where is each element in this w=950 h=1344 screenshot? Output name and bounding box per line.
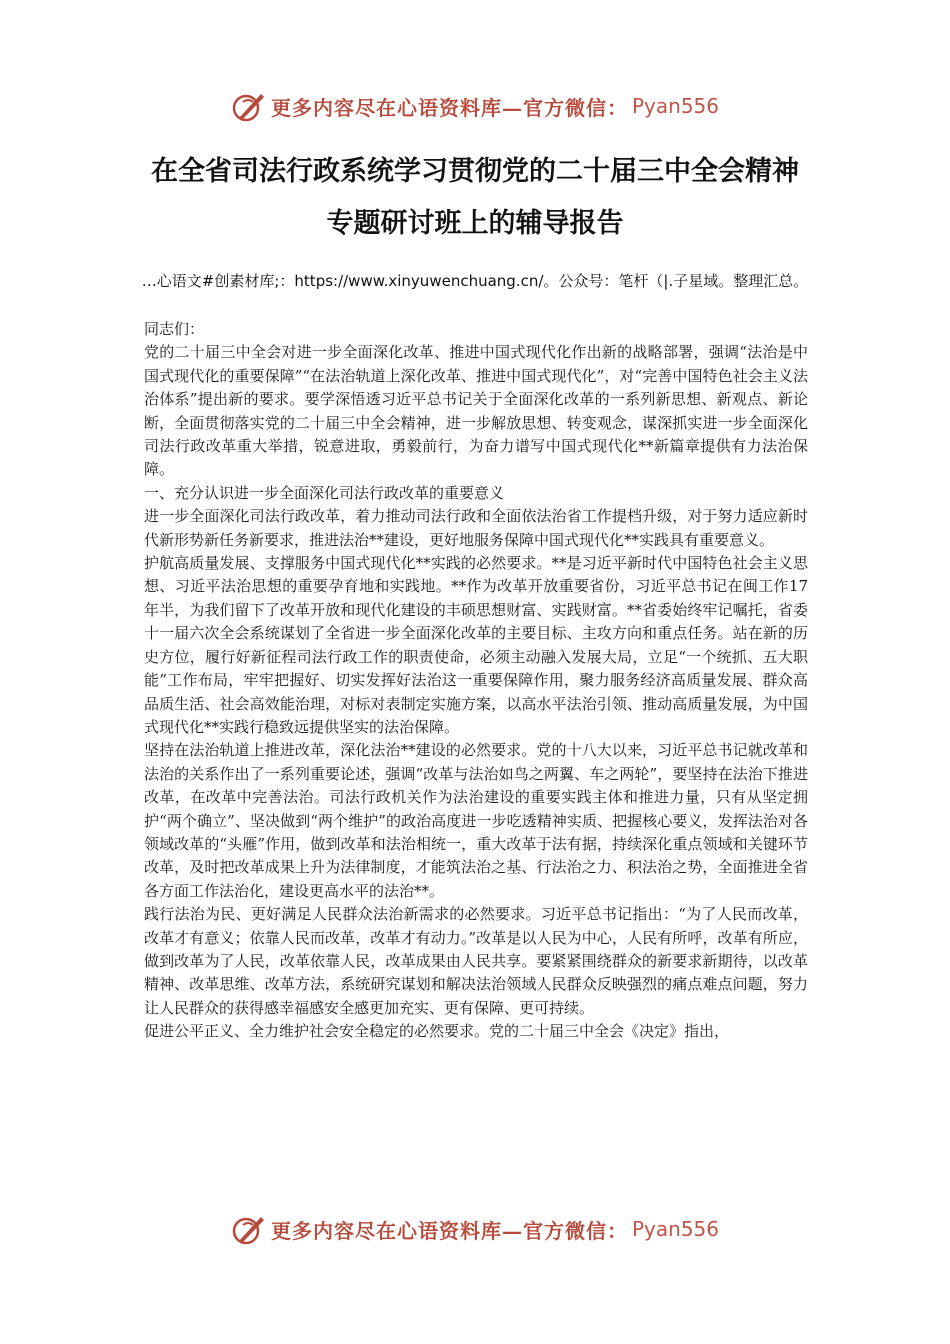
paragraph: 践行法治为民、更好满足人民群众法治新需求的必然要求。习近平总书记指出：“为了人民而改革，改革才有意义；依靠人民而改革，改革才有动力。”改革是以人民为中心，人民有所呼，改革有所应，做到改革为了人民，改革依靠人民，改革成果由人民共享。要紧紧围绕群众的新要求新期待，以改革精神、改革思维、改革方法，系统研究谋划和解决法治领域人民群众反映强烈的痛点难点问题，努力让人民群众的获得感幸福感安全感更加充实、更有保障、更可持续。 [144, 905, 808, 1017]
banner-wechat-id: Pyan556 [631, 1217, 719, 1241]
paragraph: 促进公平正义、全力维护社会安全稳定的必然要求。党的二十届三中全会《决定》指出， [144, 1022, 730, 1041]
footer-banner [0, 1205, 950, 1253]
paragraph: 进一步全面深化司法行政改革，着力推动司法行政和全面依法治省工作提档升级，对于努力适应新时代新形势新任务新要求，推进法治**建设，更好地服务保障中国式现代化**实践具有重要意义。 [144, 507, 808, 549]
paragraph: 党的二十届三中全会对进一步全面深化改革、推进中国式现代化作出新的战略部署，强调“法治是中国式现代化的重要保障”“在法治轨道上深化改革、推进中国式现代化”，对“完善中国特色社会主义法治体系”提出新的要求。要学深悟透习近平总书记关于全面深化改革的一系列新思想、新观点、新论断，全面贯彻落实党的二十届三中全会精神，进一步解放思想、转变观念，谋深抓实进一步全面深化司法行政改革重大举措，锐意进取，勇毅前行，为奋力谱写中国式现代化**新篇章提供有力法治保障。 [144, 343, 808, 479]
header-banner [0, 82, 950, 130]
section-heading: 一、充分认识进一步全面深化司法行政改革的重要意义 [144, 483, 505, 502]
document-body [144, 318, 808, 1044]
banner-text: 更多内容尽在心语资料库—官方微信： [270, 95, 628, 120]
paragraph: 护航高质量发展、支撑服务中国式现代化**实践的必然要求。**是习近平新时代中国特色社会主义思想、习近平法治思想的重要孕育地和实践地。**作为改革开放重要省份，习近平总书记在闽工作17年半，为我们留下了改革开放和现代化建设的丰硕思想财富、实践财富。**省委始终牢记嘱托，省委十一届六次全会系统谋划了全省进一步全面深化改革的主要目标、主攻方向和重点任务。站在新的历史方位，履行好新征程司法行政工作的职责使命，必须主动融入发展大局，立足“一个统抓、五大职能”工作布局，牢牢把握好、切实发挥好法治这一重要保障作用，聚力服务经济高质量发展、群众高品质生活、社会高效能治理，对标对表制定实施方案，以高水平法治引领、推动高质量发展，为中国式现代化**实践行稳致远提供坚实的法治保障。 [144, 554, 808, 736]
banner-wechat-id: Pyan556 [631, 94, 719, 118]
pen-quill-logo-icon [231, 88, 267, 124]
document-title: 在全省司法行政系统学习贯彻党的二十届三中全会精神专题研讨班上的辅导报告 [151, 156, 799, 239]
banner-text: 更多内容尽在心语资料库—官方微信： [270, 1218, 628, 1243]
paragraph: 坚持在法治轨道上推进改革，深化法治**建设的必然要求。党的十八大以来，习近平总书记就改革和法治的关系作出了一系列重要论述，强调“改革与法治如鸟之两翼、车之两轮”，要坚持在法治下推进改革，在改革中完善法治。司法行政机关作为法治建设的重要实践主体和推进力量，只有从坚定拥护“两个确立”、坚决做到“两个维护”的政治高度进一步吃透精神实质、把握核心要义，发挥法治对各领域改革的“头雁”作用，做到改革和法治相统一，重大改革于法有据，持续深化重点领域和关键环节改革，及时把改革成果上升为法律制度，才能筑法治之基、行法治之力、积法治之势，全面推进全省各方面工作法治化，建设更高水平的法治**。 [144, 741, 808, 900]
paragraph: 同志们： [144, 320, 205, 338]
pen-quill-logo-icon [231, 1211, 267, 1247]
source-line: …心语文#创素材库;：https://www.xinyuwenchuang.cn/。公众号：笔杆（|.子星域。整理汇总。 [141, 272, 809, 290]
